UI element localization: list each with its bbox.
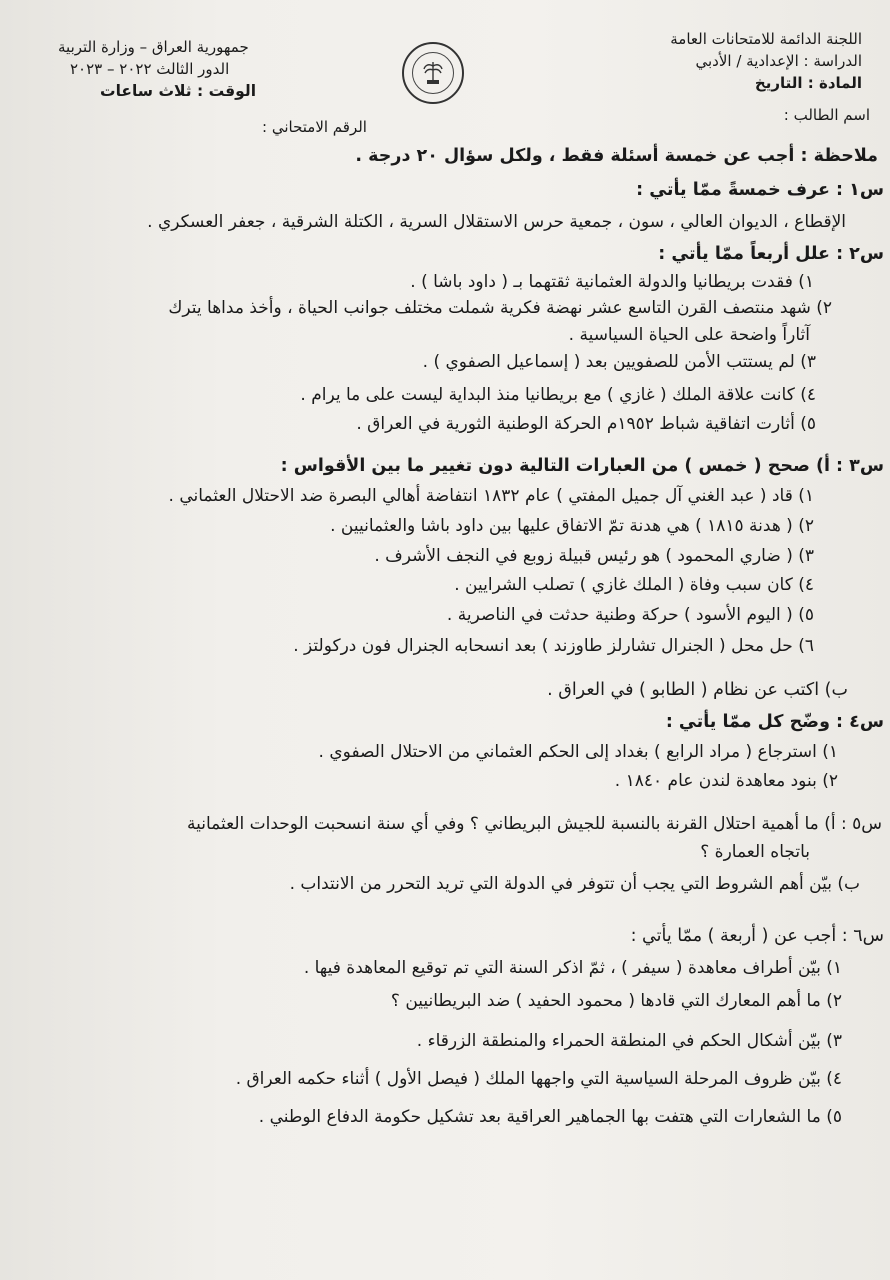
question-2-item: ٢) شهد منتصف القرن التاسع عشر نهضة فكرية شملت مختلف جوانب الحياة ، وأخذ مداها يترك xyxy=(168,298,832,318)
question-6-title: س٦ : أجب عن ( أربعة ) ممّا يأتي : xyxy=(630,926,884,946)
question-2-item: ٣) لم يستتب الأمن للصفويين بعد ( إسماعيل الصفوي ) . xyxy=(422,352,816,372)
question-3-title: س٣ : أ) صحح ( خمس ) من العبارات التالية دون تغيير ما بين الأقواس : xyxy=(280,456,884,476)
exam-number-label: الرقم الامتحاني : xyxy=(262,118,367,136)
question-1-title: س١ : عرف خمسةً ممّا يأتي : xyxy=(636,180,884,200)
question-6-item: ٥) ما الشعارات التي هتفت بها الجماهير العراقية بعد تشكيل حكومة الدفاع الوطني . xyxy=(258,1107,842,1127)
question-5-part-a: س٥ : أ) ما أهمية احتلال القرنة بالنسبة للجيش البريطاني ؟ وفي أي سنة انسحبت الوحدات العثمانية xyxy=(187,814,882,834)
question-3-item: ٣) ( ضاري المحمود ) هو رئيس قبيلة زوبع في النجف الأشرف . xyxy=(374,546,814,566)
question-3-item: ١) قاد ( عبد الغني آل جميل المفتي ) عام ١٨٣٢ انتفاضة أهالي البصرة ضد الاحتلال العثماني . xyxy=(168,486,814,506)
question-5-part-a-continued: باتجاه العمارة ؟ xyxy=(700,842,810,862)
exam-round: الدور الثالث ٢٠٢٢ – ٢٠٢٣ xyxy=(70,60,230,78)
question-2-item: ٥) أثارت اتفاقية شباط ١٩٥٢م الحركة الوطنية الثورية في العراق . xyxy=(356,414,816,434)
question-2-item: ٤) كانت علاقة الملك ( غازي ) مع بريطانيا منذ البداية ليست على ما يرام . xyxy=(300,385,816,405)
committee-name: اللجنة الدائمة للامتحانات العامة xyxy=(670,30,862,48)
question-6-item: ٢) ما أهم المعارك التي قادها ( محمود الحفيد ) ضد البريطانيين ؟ xyxy=(390,991,842,1011)
ministry-seal-icon xyxy=(402,42,464,104)
question-5-part-b: ب) بيّن أهم الشروط التي يجب أن تتوفر في الدولة التي تريد التحرر من الانتداب . xyxy=(289,874,860,894)
subject-line: المادة : التاريخ xyxy=(754,74,862,92)
question-4-item: ١) استرجاع ( مراد الرابع ) بغداد إلى الحكم العثماني من الاحتلال الصفوي . xyxy=(318,742,838,762)
question-6-item: ٤) بيّن ظروف المرحلة السياسية التي واجهها الملك ( فيصل الأول ) أثناء حكمه العراق . xyxy=(235,1069,842,1089)
question-4-item: ٢) بنود معاهدة لندن عام ١٨٤٠ . xyxy=(614,771,838,791)
question-3-item: ٥) ( اليوم الأسود ) حركة وطنية حدثت في الناصرية . xyxy=(446,605,814,625)
study-branch: الدراسة : الإعدادية / الأدبي xyxy=(695,52,862,70)
question-2-title: س٢ : علل أربعاً ممّا يأتي : xyxy=(658,244,884,264)
question-3-item: ٦) حل محل ( الجنرال تشارلز طاوزند ) بعد انسحابه الجنرال فون دركولتز . xyxy=(293,636,814,656)
question-1-items: الإقطاع ، الديوان العالي ، سون ، جمعية حرس الاستقلال السرية ، الكتلة الشرقية ، جعفر العسكري . xyxy=(147,212,846,232)
exam-time: الوقت : ثلاث ساعات xyxy=(100,82,257,100)
question-2-item-continued: آثاراً واضحة على الحياة السياسية . xyxy=(568,325,810,345)
question-6-item: ٣) بيّن أشكال الحكم في المنطقة الحمراء والمنطقة الزرقاء . xyxy=(416,1031,842,1051)
question-6-item: ١) بيّن أطراف معاهدة ( سيفر ) ، ثمّ اذكر السنة التي تم توقيع المعاهدة فيها . xyxy=(303,958,842,978)
question-3-part-b: ب) اكتب عن نظام ( الطابو ) في العراق . xyxy=(547,680,848,700)
question-4-title: س٤ : وضّح كل ممّا يأتي : xyxy=(665,712,884,732)
question-3-item: ٤) كان سبب وفاة ( الملك غازي ) تصلب الشرايين . xyxy=(454,575,814,595)
student-name-label: اسم الطالب : xyxy=(783,106,870,124)
exam-note: ملاحظة : أجب عن خمسة أسئلة فقط ، ولكل سؤال ٢٠ درجة . xyxy=(355,146,878,166)
question-3-item: ٢) ( هدنة ١٨١٥ ) هي هدنة تمّ الاتفاق عليها بين داود باشا والعثمانيين . xyxy=(330,516,814,536)
ministry-name: جمهورية العراق – وزارة التربية xyxy=(58,38,249,56)
question-2-item: ١) فقدت بريطانيا والدولة العثمانية ثقتهما بـ ( داود باشا ) . xyxy=(410,272,814,292)
